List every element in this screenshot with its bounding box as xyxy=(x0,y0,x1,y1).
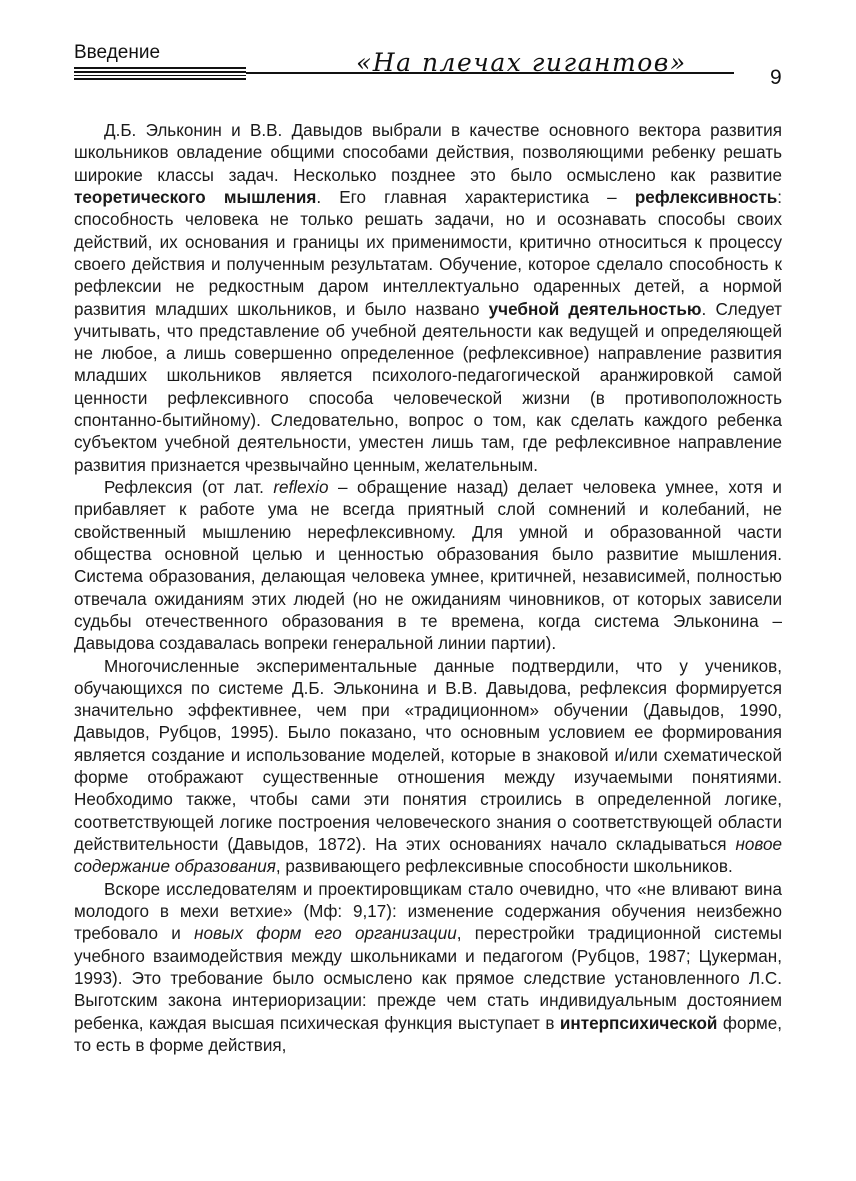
bold-term: учебной деятельностью xyxy=(488,299,702,319)
section-title: Введение xyxy=(74,42,161,63)
text-run: : способность человека не только решать задачи, но и осознавать способы своих действий, их основания и границы их применимости, критично относиться к процессу своего действия и полученным результатам. Обучение, которое сделало способность к рефлексии не редкостным даром интеллектуально одаренных детей, а нормой развития младших школьников, и было названо xyxy=(74,187,782,319)
text-run: , развивающего рефлексивные способности школьников. xyxy=(275,857,733,877)
text-run: – обращение назад) делает человека умнее, хотя и прибавляет к работе ума не всегда приятный слой сомнений и колебаний, не свойственный мышлению нерефлексивному. Для умной и образованной части общества основной целью и ценностью образования было развитие мышления. Система образования, делающая человека умнее, критичней, независимей, полностью отвечала ожиданиям этих людей (но не ожиданиям чиновников, от которых зависели судьбы отечественного образования в те времена, когда система Эльконина – Давыдова создавалась вопреки генеральной линии партии). xyxy=(74,478,782,654)
paragraph xyxy=(74,120,782,477)
text-run: Вскоре исследователям и проектировщикам стало очевидно, что «не вливают вина молодого в мехи ветхие» (Мф: 9,17): изменение содержания обучения неизбежно требовало и xyxy=(74,879,782,944)
page-header xyxy=(74,40,786,110)
running-title: «На плечах гигантов» xyxy=(356,48,687,77)
italic-term: новое содержание образования xyxy=(74,835,782,877)
text-run: форме, то есть в форме действия, xyxy=(74,1013,782,1055)
bold-term: интерпсихической xyxy=(559,1013,718,1033)
text-run: Рефлексия (от лат. xyxy=(104,478,274,497)
text-run: , перестройки традиционной системы учебного взаимодействия между школьниками и педагогом (Рубцов, 1987; Цукерман, 1993). Это требование было осмыслено как прямое следствие установленного Л.С. Выготским закона интериоризации: прежде чем стать индивидуальным достоянием ребенка, каждая высшая психическая функция выступает в xyxy=(74,924,782,1033)
paragraph xyxy=(74,656,782,879)
bold-term: рефлексивность xyxy=(634,187,778,207)
text-run: . Следует учитывать, что представление об учебной деятельности как ведущей и определяющей не любое, а лишь совершенно определенное (рефлексивное) направление развития младших школьников является психолого-педагогической аранжировкой самой ценности рефлексивного способа человеческой жизни (в противоположность спонтанно-бытийному). Следовательно, вопрос о том, как сделать каждого ребенка субъектом учебной деятельности, уместен лишь там, где рефлексивное направление развития признается чрезвычайно ценным, желательным. xyxy=(74,299,782,475)
body-text xyxy=(74,120,782,1057)
italic-term: новых форм его организации xyxy=(194,924,457,944)
text-run: Д.Б. Эльконин и В.В. Давыдов выбрали в качестве основного вектора развития школьников овладение общими способами действия, позволяющими ребенку решать широкие классы задач. Несколько позднее это было осмыслено как развитие xyxy=(74,121,782,185)
text-run: Многочисленные экспериментальные данные подтвердили, что у учеников, обучающихся по системе Д.Б. Эльконина и В.В. Давыдова, рефлексия формируется значительно эффективнее, чем при «традиционном» обучении (Давыдов, 1990, Давыдов, Рубцов, 1995). Было показано, что основным условием ее формирования является создание и использование моделей, которые в знаковой и/или схематической форме отображают существенные отношения между изучаемыми понятиями. Необходимо также, чтобы сами эти понятия строились в определенной логике, соответствующей логике построения человеческого знания о соответствующей области действительности (Давыдов, 1872). На этих основаниях начало складываться xyxy=(74,656,782,854)
bold-term: теоретического мышления xyxy=(74,187,317,207)
paragraph xyxy=(74,879,782,1058)
paragraph xyxy=(74,477,782,656)
italic-term: reflexio xyxy=(273,478,329,497)
text-run: . Его главная характеристика – xyxy=(316,187,635,207)
page-number: 9 xyxy=(770,66,782,89)
header-rules xyxy=(74,67,246,82)
